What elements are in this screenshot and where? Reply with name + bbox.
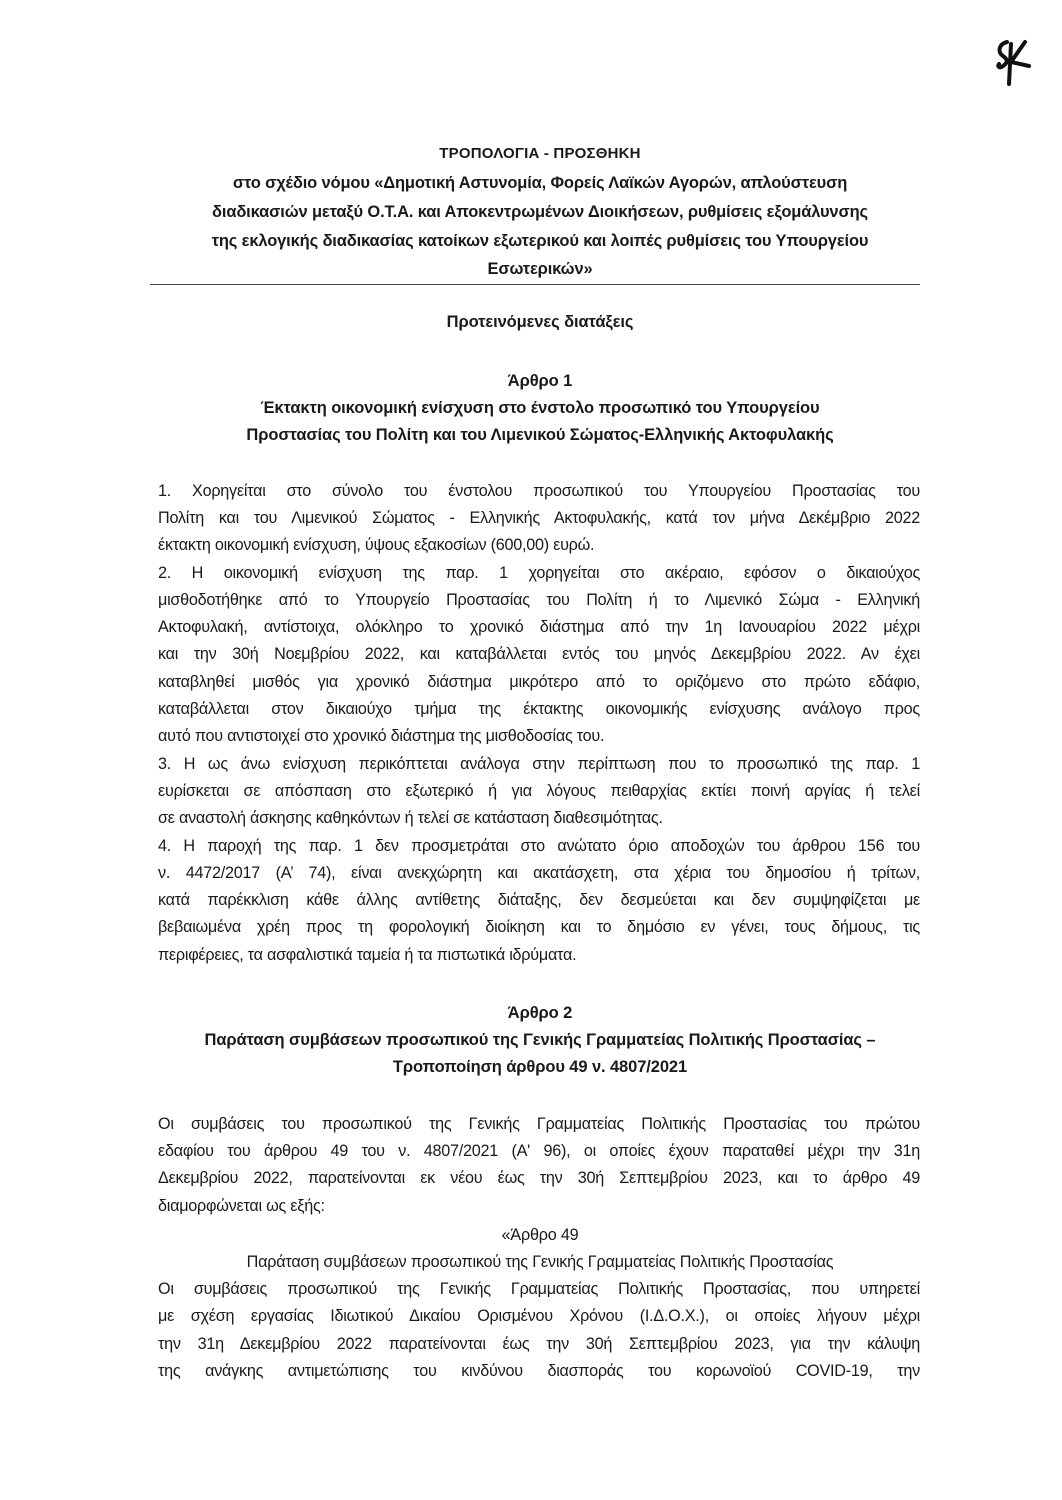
article-1-body-line: κατά παρέκκλιση κάθε άλλης αντίθετης διάταξης, δεν δεσμεύεται και δεν συμψηφίζεται με xyxy=(158,891,920,909)
article-1-body-line: βεβαιωμένα χρέη προς τη φορολογική διοίκηση και το δημόσιο εν γένει, τους δήμους, τις xyxy=(158,918,920,936)
article-2-intro-line: διαμορφώνεται ως εξής: xyxy=(158,1197,325,1215)
article-2-title-line: Παράταση συμβάσεων προσωπικού της Γενικής Γραμματείας Πολιτικής Προστασίας – xyxy=(204,1031,876,1049)
document-title: ΤΡΟΠΟΛΟΓΙΑ - ΠΡΟΣΘΗΚΗ xyxy=(439,145,641,162)
article-1-body-line: έκτακτη οικονομική ενίσχυση, ύψους εξακοσίων (600,00) ευρώ. xyxy=(158,536,595,554)
handwritten-initials-mark xyxy=(993,36,1033,88)
article-1-body-line: μισθοδοτήθηκε από το Υπουργείο Προστασίας του Πολίτη ή το Λιμενικό Σώμα - Ελληνική xyxy=(158,591,920,609)
article-2-number: Άρθρο 2 xyxy=(507,1004,573,1022)
horizontal-divider xyxy=(150,284,920,285)
article-1-body-line: ν. 4472/2017 (Α’ 74), είναι ανεκχώρητη και ακατάσχετη, στα χέρια του δημοσίου ή τρίτων, xyxy=(158,864,920,882)
article-1-body-line: ευρίσκεται σε απόσπαση στο εξωτερικό ή για λόγους πειθαρχίας εκτίει ποινή αργίας ή τελεί xyxy=(158,782,920,800)
article-1-body-line: 3. Η ως άνω ενίσχυση περικόπτεται ανάλογα στην περίπτωση που το προσωπικό της παρ. 1 xyxy=(158,755,920,773)
article-1-body-line: 4. Η παροχή της παρ. 1 δεν προσμετράται στο ανώτατο όριο αποδοχών του άρθρου 156 του xyxy=(158,837,920,855)
quoted-article-body-line: Οι συμβάσεις προσωπικού της Γενικής Γραμματείας Πολιτικής Προστασίας, που υπηρετεί xyxy=(158,1280,920,1298)
section-heading: Προτεινόμενες διατάξεις xyxy=(446,313,634,331)
quoted-article-number: «Άρθρο 49 xyxy=(501,1226,579,1244)
article-2-intro-line: εδαφίου του άρθρου 49 του ν. 4807/2021 (Α' 96), οι οποίες έχουν παραταθεί μέχρι την 31η xyxy=(158,1142,920,1160)
article-1-body-line: 1. Χορηγείται στο σύνολο του ένστολου προσωπικού του Υπουργείου Προστασίας του xyxy=(158,482,920,500)
article-1-body-line: αυτό που αντιστοιχεί στο χρονικό διάστημα της μισθοδοσίας του. xyxy=(158,727,605,745)
bill-subtitle-line: στο σχέδιο νόμου «Δημοτική Αστυνομία, Φορείς Λαϊκών Αγορών, απλούστευση xyxy=(232,174,848,192)
article-1-title-line: Προστασίας του Πολίτη και του Λιμενικού Σώματος-Ελληνικής Ακτοφυλακής xyxy=(246,426,834,444)
quoted-article-body-line: της ανάγκης αντιμετώπισης του κινδύνου διασποράς του κορωνοϊού COVID-19, την xyxy=(158,1362,920,1380)
article-1-body-line: και την 30ή Νοεμβρίου 2022, και καταβάλλεται εντός του μηνός Δεκεμβρίου 2022. Αν έχει xyxy=(158,645,920,663)
quoted-article-body-line: με σχέση εργασίας Ιδιωτικού Δικαίου Ορισμένου Χρόνου (Ι.Δ.Ο.Χ.), οι οποίες λήγουν μέχρι xyxy=(158,1307,920,1325)
article-1-body-line: περιφέρειες, τα ασφαλιστικά ταμεία ή τα πιστωτικά ιδρύματα. xyxy=(158,946,577,964)
article-2-title-line: Τροποποίηση άρθρου 49 ν. 4807/2021 xyxy=(392,1058,688,1076)
article-1-number: Άρθρο 1 xyxy=(507,372,573,390)
article-1-title-line: Έκτακτη οικονομική ενίσχυση στο ένστολο προσωπικό του Υπουργείου xyxy=(260,399,820,417)
quoted-article-body-line: την 31η Δεκεμβρίου 2022 παρατείνονται έως την 30ή Σεπτεμβρίου 2023, για την κάλυψη xyxy=(158,1335,920,1353)
article-1-body-line: 2. Η οικονομική ενίσχυση της παρ. 1 χορηγείται στο ακέραιο, εφόσον ο δικαιούχος xyxy=(158,564,920,582)
article-1-body-line: καταβάλλεται στον δικαιούχο τμήμα της έκτακτης οικονομικής ενίσχυσης ανάλογο προς xyxy=(158,700,920,718)
article-1-body-line: σε αναστολή άσκησης καθηκόντων ή τελεί σε κατάσταση διαθεσιμότητας. xyxy=(158,809,663,827)
bill-subtitle-line: της εκλογικής διαδικασίας κατοίκων εξωτερικού και λοιπές ρυθμίσεις του Υπουργείου xyxy=(211,232,869,250)
article-2-intro-line: Οι συμβάσεις του προσωπικού της Γενικής Γραμματείας Πολιτικής Προστασίας του πρώτου xyxy=(158,1115,920,1133)
bill-subtitle-line: Εσωτερικών» xyxy=(487,260,593,278)
article-2-intro-line: Δεκεμβρίου 2022, παρατείνονται εκ νέου έως την 30ή Σεπτεμβρίου 2023, και το άρθρο 49 xyxy=(158,1169,920,1187)
article-1-body-line: Πολίτη και του Λιμενικού Σώματος - Ελληνικής Ακτοφυλακής, κατά τον μήνα Δεκέμβριο 2022 xyxy=(158,509,920,527)
bill-subtitle-line: διαδικασιών μεταξύ Ο.Τ.Α. και Αποκεντρωμένων Διοικήσεων, ρυθμίσεις εξομάλυνσης xyxy=(212,203,868,221)
article-1-body-line: Ακτοφυλακή, αντίστοιχα, ολόκληρο το χρονικό διάστημα από την 1η Ιανουαρίου 2022 μέχρι xyxy=(158,618,920,636)
article-1-body-line: καταβληθεί μισθός για χρονικό διάστημα μικρότερο από το οριζόμενο στο πρώτο εδάφιο, xyxy=(158,673,920,691)
quoted-article-title: Παράταση συμβάσεων προσωπικού της Γενικής Γραμματείας Πολιτικής Προστασίας xyxy=(246,1253,834,1271)
